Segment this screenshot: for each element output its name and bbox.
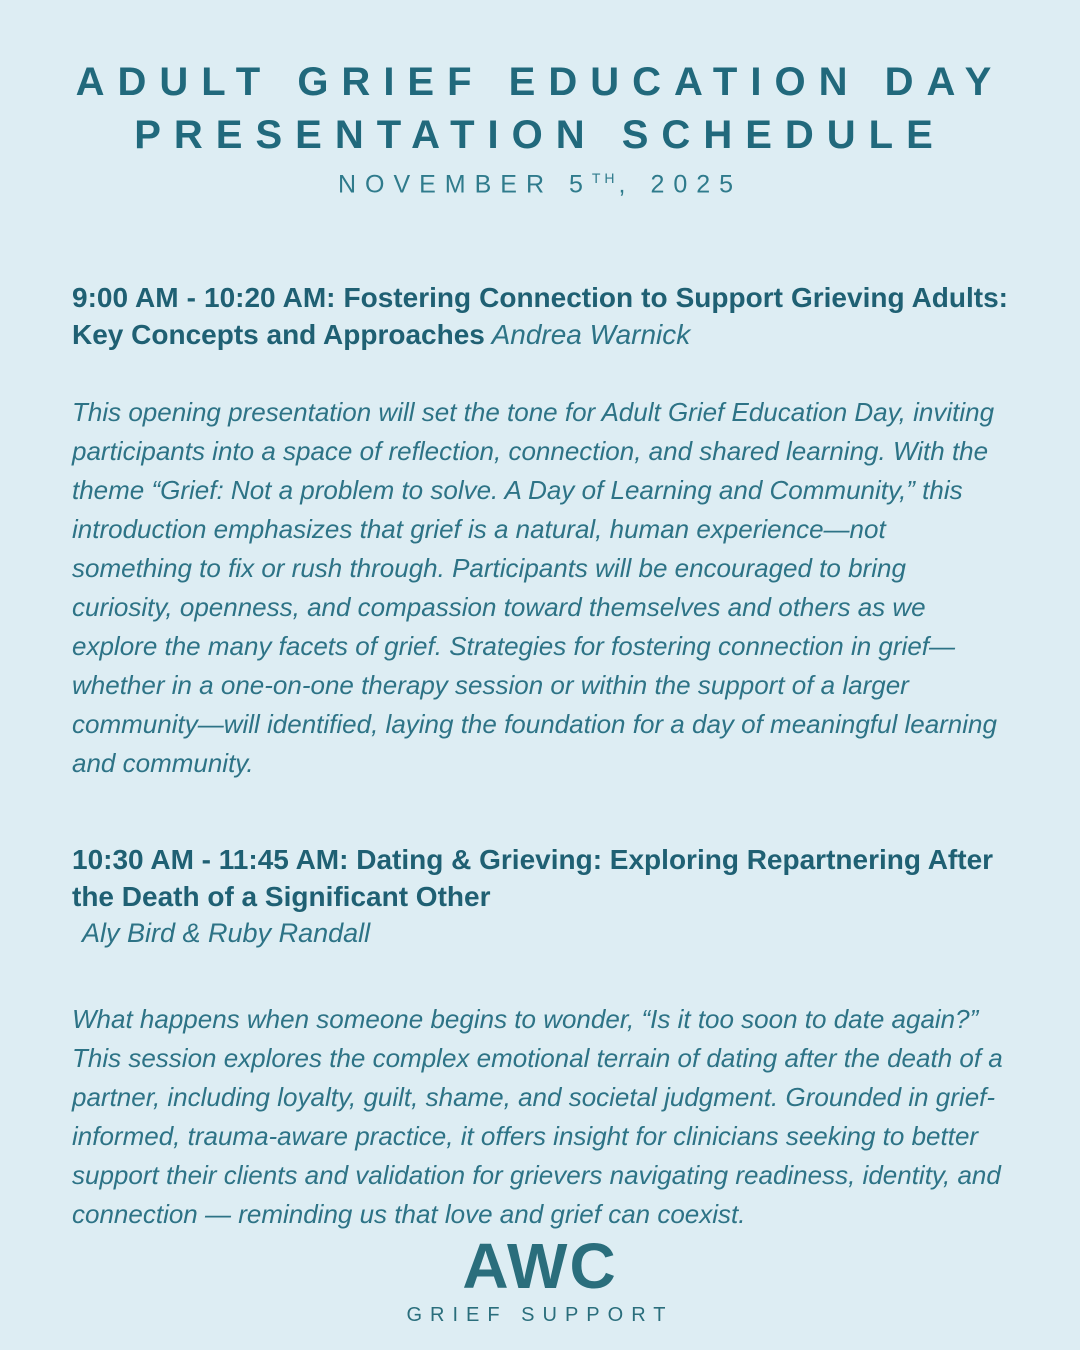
session-1 — [72, 279, 1008, 783]
session-1-description: This opening presentation will set the tone for Adult Grief Education Day, inviting participants into a space of reflection, connection, and shared learning. With the theme “Grief: Not a problem to solve. A Day of Learning and Community,” this introduction emphasizes that grief is a natural, human experience—not something to fix or rush through. Participants will be encouraged to bring curiosity, openness, and compassion toward themselves and others as we explore the many facets of grief. Strategies for fostering connection in grief—whether in a one-on-one therapy session or within the support of a larger community—will identified, laying the foundation for a day of meaningful learning and community. — [72, 397, 997, 779]
session-2-description: What happens when someone begins to wonder, “Is it too soon to date again?” This session explores the complex emotional terrain of dating after the death of a partner, including loyalty, guilt, shame, and societal judgment. Grounded in grief-informed, trauma-aware practice, it offers insight for clinicians seeking to better support their clients and validation for grievers navigating readiness, identity, and connection — reminding us that love and grief can coexist. — [72, 1004, 1003, 1230]
logo-tagline: GRIEF SUPPORT — [406, 1304, 674, 1327]
session-2-presenter: Aly Bird & Ruby Randall — [82, 918, 371, 949]
title-line-1: ADULT GRIEF EDUCATION DAY — [75, 60, 1005, 104]
session-1-presenter: Andrea Warnick — [484, 319, 691, 351]
event-date-suffix: , 2025 — [618, 170, 743, 199]
session-2-time-title: 10:30 AM - 11:45 AM: Dating & Grieving: Exploring Repartnering After the Death of a Significant Other — [72, 844, 994, 913]
logo-acronym: AWC — [462, 1230, 618, 1303]
poster-header — [72, 56, 1008, 199]
session-list — [72, 279, 1008, 1234]
page-title — [72, 56, 1008, 162]
awc-logo — [72, 1230, 1008, 1341]
session-1-time-title: 9:00 AM - 10:20 AM: Fostering Connection to Support Grieving Adults: Key Concepts and Approaches — [72, 282, 1008, 351]
event-date — [72, 170, 1008, 199]
session-2 — [72, 841, 1008, 1234]
title-line-2: PRESENTATION SCHEDULE — [134, 113, 946, 157]
session-2-heading — [72, 841, 1008, 915]
event-date-prefix: NOVEMBER 5 — [337, 170, 592, 199]
session-1-heading — [72, 279, 1008, 353]
event-date-ordinal: TH — [591, 170, 619, 186]
